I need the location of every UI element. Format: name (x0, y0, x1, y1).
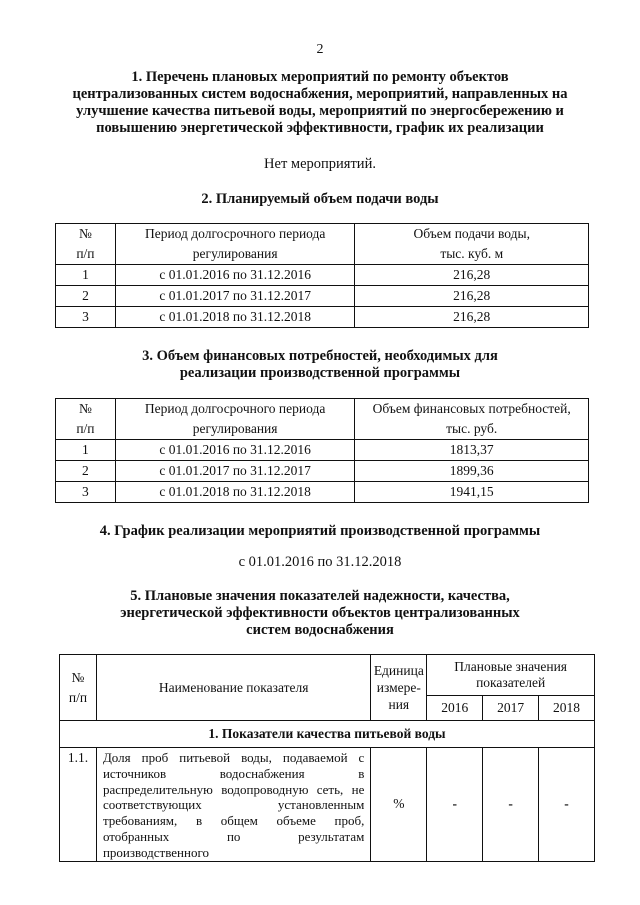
header-year-2016: 2016 (427, 696, 483, 721)
table-row (60, 748, 595, 862)
header-planned: Плановые значения показателей (427, 655, 595, 696)
header-year-2017: 2017 (483, 696, 539, 721)
table-row (56, 461, 589, 482)
row-period: с 01.01.2016 по 31.12.2016 (115, 265, 355, 286)
row-period: с 01.01.2017 по 31.12.2017 (115, 286, 355, 307)
financial-needs-table (55, 398, 589, 503)
header-num: № п/п (56, 224, 116, 265)
section1-title (40, 69, 600, 137)
page-number: 2 (316, 42, 324, 57)
table-row (56, 265, 589, 286)
row-period: с 01.01.2016 по 31.12.2016 (115, 440, 355, 461)
header-unit: Единица измере- ния (371, 655, 427, 721)
row-unit: % (371, 748, 427, 862)
section3-title-line: реализации производственной программы (179, 365, 461, 381)
header-num: № п/п (56, 399, 116, 440)
table-header-row (56, 399, 589, 440)
row-value-2016: - (427, 748, 483, 862)
section2-title: 2. Планируемый объем подачи воды (201, 191, 439, 207)
row-value: 1813,37 (355, 440, 589, 461)
section1-title-line: централизованных систем водоснабжения, мероприятий, направленных на (72, 86, 568, 102)
table-row (56, 307, 589, 328)
row-period: с 01.01.2018 по 31.12.2018 (115, 482, 355, 503)
section3-title-line: 3. Объем финансовых потребностей, необходимых для (142, 348, 498, 364)
row-num: 3 (56, 307, 116, 328)
row-period: с 01.01.2018 по 31.12.2018 (115, 307, 355, 328)
row-period: с 01.01.2017 по 31.12.2017 (115, 461, 355, 482)
section1-title-line: улучшение качества питьевой воды, мероприятий по энергосбережению и (76, 103, 564, 119)
header-num: № п/п (60, 655, 97, 721)
header-period: Период долгосрочного периода регулирования (115, 399, 355, 440)
section3-title (40, 348, 600, 382)
header-period: Период долгосрочного периода регулирования (115, 224, 355, 265)
row-value-2018: - (539, 748, 595, 862)
row-num: 2 (56, 286, 116, 307)
group-heading: 1. Показатели качества питьевой воды (60, 721, 595, 748)
row-num: 2 (56, 461, 116, 482)
table-row (56, 286, 589, 307)
indicators-table (59, 654, 595, 862)
section5-title (40, 588, 600, 639)
section1-title-line: повышению энергетической эффективности, график их реализации (96, 120, 544, 136)
header-year-2018: 2018 (539, 696, 595, 721)
table-group-row (60, 721, 595, 748)
section1-text: Нет мероприятий. (264, 156, 376, 172)
section4-title: 4. График реализации мероприятий производственной программы (99, 523, 541, 539)
table-header-row (56, 224, 589, 265)
row-num: 1.1. (60, 748, 97, 862)
header-name: Наименование показателя (96, 655, 370, 721)
row-value: 216,28 (355, 307, 589, 328)
row-value-2017: - (483, 748, 539, 862)
table-header-row (60, 655, 595, 696)
row-value: 216,28 (355, 265, 589, 286)
section5-title-line: энергетической эффективности объектов централизованных (120, 605, 520, 621)
row-num: 1 (56, 440, 116, 461)
table-row (56, 482, 589, 503)
row-value: 1899,36 (355, 461, 589, 482)
row-num: 1 (56, 265, 116, 286)
header-value: Объем подачи воды, тыс. куб. м (355, 224, 589, 265)
header-value: Объем финансовых потребностей, тыс. руб. (355, 399, 589, 440)
row-value: 216,28 (355, 286, 589, 307)
water-supply-table (55, 223, 589, 328)
row-indicator-name: Доля проб питьевой воды, подаваемой с источников водоснабжения в распределительную водопроводную сеть, не соответствующих установленным требованиям, в общем объеме проб, отобранных по результатам производственного (96, 748, 370, 862)
section4-text: с 01.01.2016 по 31.12.2018 (238, 554, 402, 570)
section5-title-line: систем водоснабжения (246, 622, 394, 638)
section1-title-line: 1. Перечень плановых мероприятий по ремонту объектов (131, 69, 509, 85)
row-value: 1941,15 (355, 482, 589, 503)
row-num: 3 (56, 482, 116, 503)
table-row (56, 440, 589, 461)
section5-title-line: 5. Плановые значения показателей надежности, качества, (130, 588, 510, 604)
